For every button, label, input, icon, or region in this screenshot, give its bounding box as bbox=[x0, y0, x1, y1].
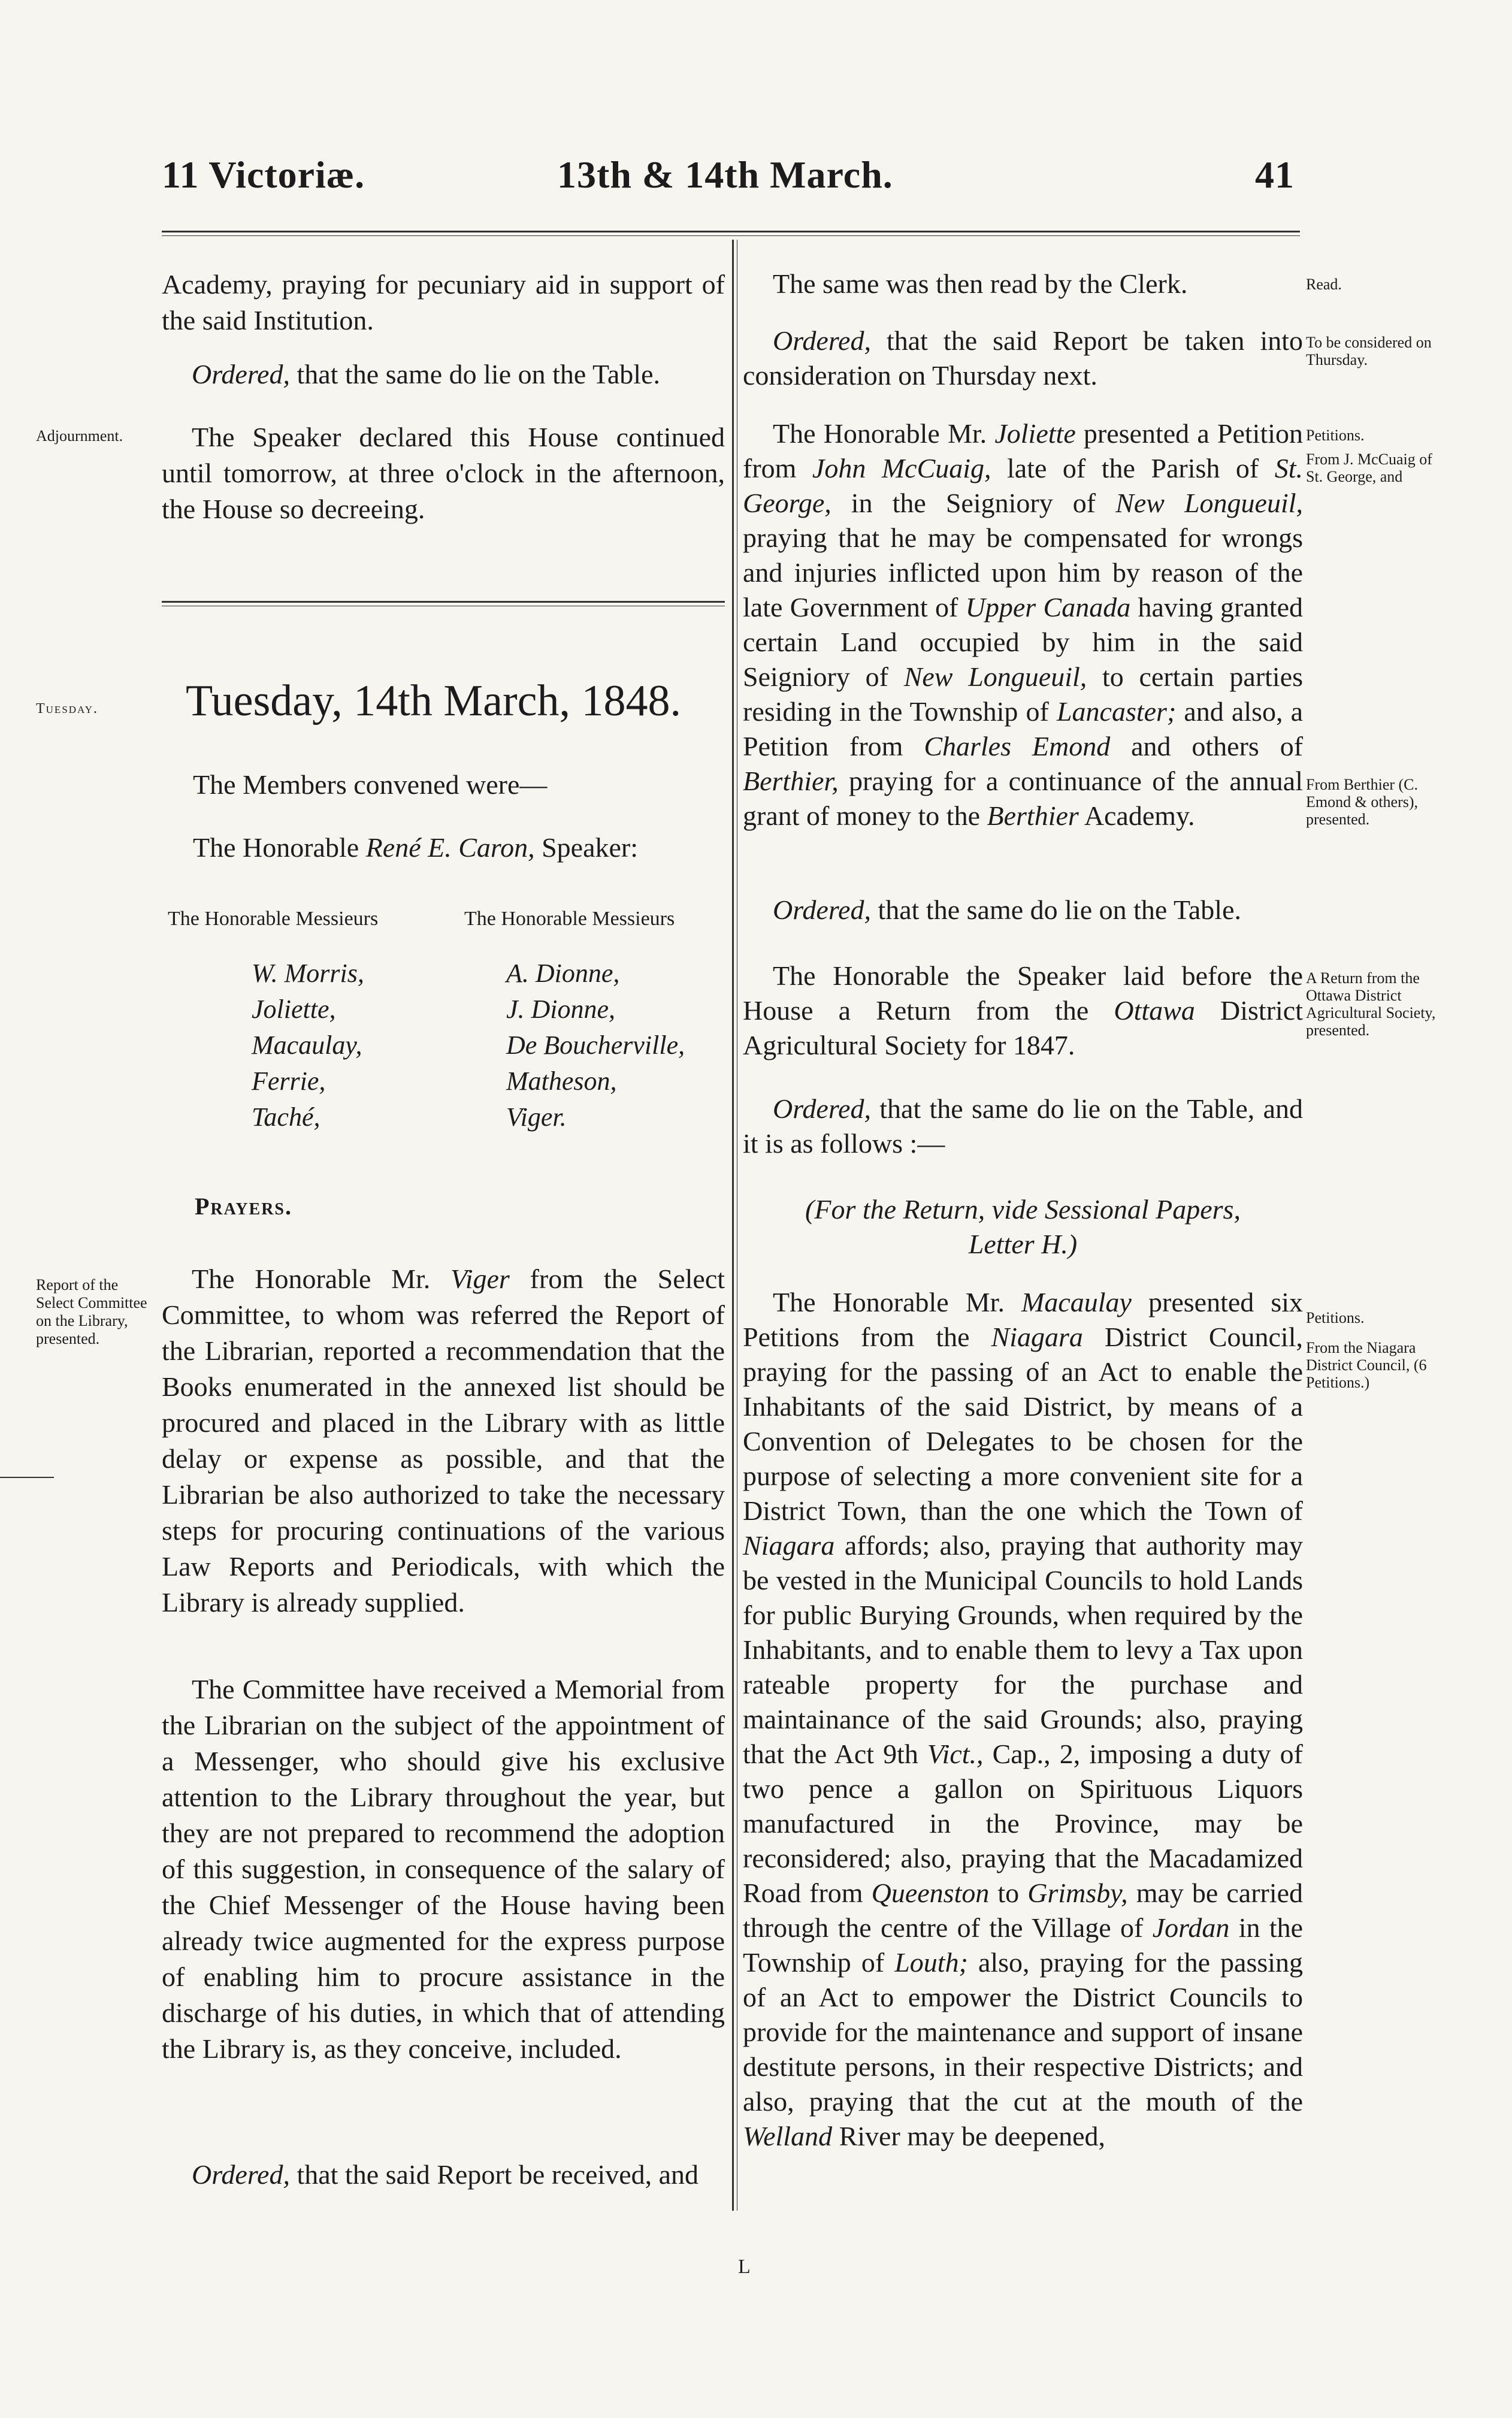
paragraph-table-2: Ordered, that the same do lie on the Table, and it is as follows :— bbox=[743, 1093, 1304, 1159]
header-date: 13th & 14th March. bbox=[557, 153, 893, 196]
margin-petitions-1: Petitions. bbox=[1306, 427, 1365, 444]
paragraph-joliette-petition: The Honorable Mr. Joliette presented a Petition from John McCuaig, late of the Parish of St. George, in the Seigniory of New Longueuil, praying that he may be compensated for wrongs and injuries inflicted upon him by reason of the late Government of Upper Canada having granted certain Land occupied by him in the said Seigniory of New Longueuil, to certain parties residing in the Township of Lancaster; and also, a Petition from Charles Emond and others of Berthier, praying for a continuance of the annual grant of money to the Berthier Academy. bbox=[743, 418, 1304, 831]
members-header-right: The Honorable Messieurs bbox=[464, 908, 675, 930]
page-number: 41 bbox=[1255, 153, 1295, 196]
margin-adjournment: Adjournment. bbox=[36, 427, 123, 445]
signature-mark: L bbox=[738, 2256, 751, 2278]
member-name: Macaulay, bbox=[252, 1030, 362, 1060]
margin-mark bbox=[0, 1477, 54, 1478]
member-name: Ferrie, bbox=[252, 1066, 326, 1096]
prayers-heading: Prayers. bbox=[195, 1193, 292, 1220]
day-title: Tuesday, 14th March, 1848. bbox=[186, 676, 681, 726]
member-name: Viger. bbox=[506, 1102, 567, 1132]
margin-read: Read. bbox=[1306, 276, 1342, 293]
speaker-line: The Honorable René E. Caron, Speaker: bbox=[193, 832, 639, 863]
paragraph-viger-report: The Honorable Mr. Viger from the Select Committee, to whom was referred the Report of the Librarian, reported a recommendation that the Books enumerated in the annexed list should be procured and placed in the Library with as little delay or expense as possible, and that the Librarian be also authorized to take the necessary steps for procuring continuations of the various Law Reports and Periodicals, with which the Library is already supplied. bbox=[162, 1264, 725, 1618]
paragraph-ordered-table: Ordered, that the same do lie on the Table. bbox=[192, 359, 660, 389]
member-name: W. Morris, bbox=[252, 959, 364, 988]
margin-from-berthier: From Berthier (C. Emond & others), presented. bbox=[1306, 776, 1419, 828]
members-list-right bbox=[506, 956, 685, 1135]
paragraph-committee-memorial: The Committee have received a Memorial from the Librarian on the subject of the appointment of a Messenger, who should give his exclusive attention to the Library throughout the year, but they are not prepared to recommend the adoption of this suggestion, in consequence of the salary of the Chief Messenger of the House having been already twice augmented for the express purpose of enabling him to procure assistance in the discharge of his duties, in which that of attending the Library is, as they conceive, included. bbox=[162, 1674, 725, 2064]
paragraph-table-1: Ordered, that the same do lie on the Table. bbox=[773, 894, 1241, 925]
margin-tuesday: Tuesday. bbox=[36, 701, 99, 717]
member-name: Joliette, bbox=[252, 995, 336, 1024]
paragraph-read-clerk: The same was then read by the Clerk. bbox=[773, 268, 1188, 299]
members-header-left: The Honorable Messieurs bbox=[168, 908, 379, 930]
paragraph-academy: Academy, praying for pecuniary aid in support of the said Institution. bbox=[162, 269, 725, 336]
paragraph-adjournment: The Speaker declared this House continued until tomorrow, at three o'clock in the afternoon, the House so decreeing. bbox=[162, 422, 725, 524]
margin-from-niagara: From the Niagara District Council, (6 Petitions.) bbox=[1306, 1339, 1427, 1391]
paragraph-consideration: Ordered, that the said Report be taken into consideration on Thursday next. bbox=[743, 325, 1304, 391]
members-convened: The Members convened were— bbox=[193, 769, 548, 800]
margin-return-ottawa: A Return from the Ottawa District Agricultural Society, presented. bbox=[1306, 969, 1436, 1039]
member-name: Taché, bbox=[252, 1102, 320, 1132]
paragraph-macaulay-petitions: The Honorable Mr. Macaulay presented six Petitions from the Niagara District Council, praying for the passing of an Act to enable the Inhabitants of the said District, by means of a Convention of Delegates to be chosen for the purpose of selecting a more convenient site for a District Town, than the one which the Town of Niagara affords; also, praying that authority may be vested in the Municipal Councils to hold Lands for public Burying Grounds, when required by the Inhabitants, and to enable them to levy a Tax upon rateable property for the purchase and maintainance of the said Grounds; also, praying that the Act 9th Vict., Cap., 2, imposing a duty of two pence a gallon on Spirituous Liquors manufactured in the Province, may be reconsidered; also, praying that the Macadamized Road from Queenston to Grimsby, may be carried through the centre of the Village of Jordan in the Township of Louth; also, praying for the passing of an Act to empower the District Councils to provide for the maintenance and support of insane destitute persons, in their respective Districts; and also, praying that the cut at the mouth of the Welland River may be deepened, bbox=[743, 1287, 1304, 2151]
member-name: A. Dionne, bbox=[506, 959, 620, 988]
header-rule bbox=[162, 231, 1300, 232]
column-divider bbox=[732, 240, 734, 2211]
margin-report-select: Report of the Select Committee on the Library, presented. bbox=[36, 1276, 147, 1347]
members-list-left bbox=[252, 956, 364, 1135]
header-rule-thin bbox=[162, 235, 1300, 236]
paragraph-return-ottawa: The Honorable the Speaker laid before the House a Return from the Ottawa District Agricultural Society for 1847. bbox=[743, 960, 1304, 1060]
paragraph-report-received: Ordered, that the said Report be received, and bbox=[192, 2159, 699, 2190]
member-name: Matheson, bbox=[506, 1066, 617, 1096]
margin-petitions-2: Petitions. bbox=[1306, 1309, 1365, 1326]
margin-to-be-considered: To be considered on Thursday. bbox=[1306, 334, 1432, 368]
member-name: J. Dionne, bbox=[506, 995, 616, 1024]
header-session: 11 Victoriæ. bbox=[162, 153, 365, 196]
member-name: De Boucherville, bbox=[506, 1030, 685, 1060]
margin-from-mccuaig: From J. McCuaig of St. George, and bbox=[1306, 451, 1432, 485]
section-rule bbox=[162, 601, 725, 603]
paragraph-vide: (For the Return, vide Sessional Papers, Letter H.) bbox=[805, 1194, 1241, 1259]
